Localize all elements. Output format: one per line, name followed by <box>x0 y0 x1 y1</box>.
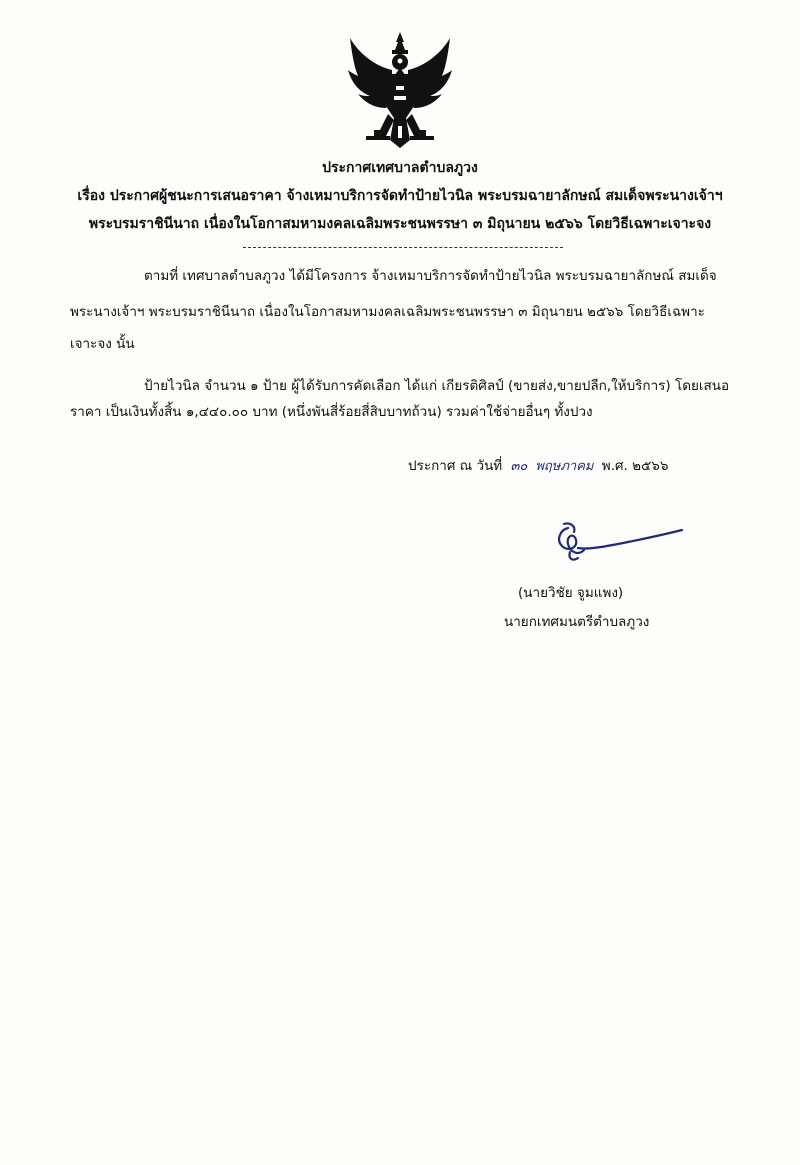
body-paragraph-1-line-1: ตามที่ เทศบาลตำบลภูวง ได้มีโครงการ จ้างเหมาบริการจัดทำป้ายไวนิล พระบรมฉายาลักษณ์ สมเด็จ <box>144 268 717 284</box>
handwritten-month: พฤษภาคม <box>535 459 594 474</box>
signer-name: (นายวิชัย จูมแพง) <box>518 585 624 601</box>
document-title: ประกาศเทศบาลตำบลภูวง <box>322 160 478 176</box>
announcement-prefix: ประกาศ ณ วันที่ <box>408 458 503 474</box>
body-paragraph-2-line-2: ราคา เป็นเงินทั้งสิ้น ๑,๔๔๐.๐๐ บาท (หนึ่งพันสี่ร้อยสี่สิบบาทถ้วน) รวมค่าใช้จ่ายอื่นๆ ทั้งปวง <box>70 404 593 420</box>
divider-line <box>243 247 563 248</box>
announcement-date <box>408 456 668 477</box>
subject-line-2: พระบรมราชินีนาถ เนื่องในโอกาสมหามงคลเฉลิมพระชนพรรษา ๓ มิถุนายน ๒๕๖๖ โดยวิธีเฉพาะเจาะจง <box>88 216 712 232</box>
garuda-emblem-icon <box>344 30 456 150</box>
body-paragraph-2-line-1: ป้ายไวนิล จำนวน ๑ ป้าย ผู้ได้รับการคัดเลือก ได้แก่ เกียรติศิลป์ (ขายส่ง,ขายปลีก,ให้บริการ) โดยเสนอ <box>144 378 730 394</box>
handwritten-day: ๓๐ <box>510 459 528 474</box>
body-paragraph-1-line-3: เจาะจง นั้น <box>70 336 135 352</box>
announcement-year: พ.ศ. ๒๕๖๖ <box>601 458 669 474</box>
body-paragraph-1-line-2: พระนางเจ้าฯ พระบรมราชินีนาถ เนื่องในโอกาสมหามงคลเฉลิมพระชนพรรษา ๓ มิถุนายน ๒๕๖๖ โดยวิธีเฉพาะ <box>70 304 705 320</box>
subject-line-1: เรื่อง ประกาศผู้ชนะการเสนอราคา จ้างเหมาบริการจัดทำป้ายไวนิล พระบรมฉายาลักษณ์ สมเด็จพระนางเจ้าฯ <box>77 188 723 204</box>
handwritten-signature <box>548 518 688 566</box>
signer-position: นายกเทศมนตรีตำบลภูวง <box>504 614 650 630</box>
